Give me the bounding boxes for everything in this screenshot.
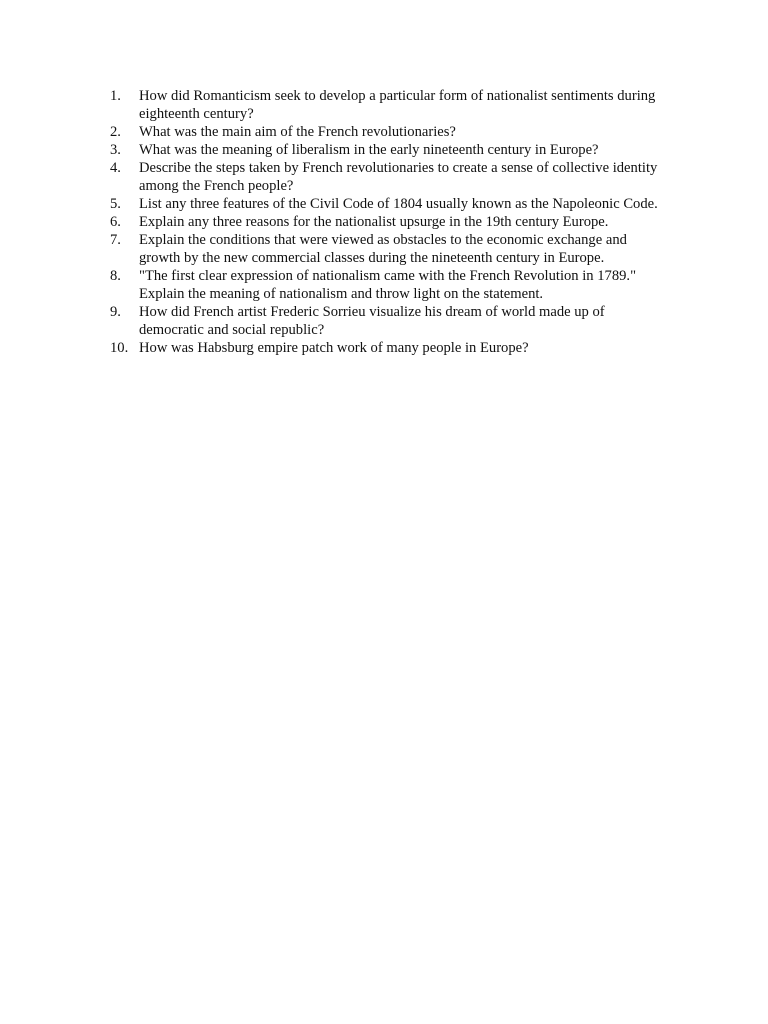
question-text: "The first clear expression of nationalism came with the French Revolution in 1789." Explain the meaning of nationalism and throw light on the statement.: [139, 268, 637, 302]
question-text: How did Romanticism seek to develop a particular form of nationalist sentiments during eighteenth century?: [139, 88, 656, 122]
question-text: List any three features of the Civil Code of 1804 usually known as the Napoleonic Code.: [139, 196, 658, 212]
question-text: Describe the steps taken by French revolutionaries to create a sense of collective identity among the French people?: [139, 160, 658, 194]
question-item-5: [110, 195, 670, 213]
question-number: 8.: [110, 268, 121, 284]
question-number: 6.: [110, 214, 121, 230]
question-number: 1.: [110, 88, 121, 104]
question-text: How did French artist Frederic Sorrieu visualize his dream of world made up of democratic and social republic?: [139, 304, 605, 338]
question-text: Explain any three reasons for the nationalist upsurge in the 19th century Europe.: [139, 214, 609, 230]
question-item-6: [110, 213, 670, 231]
question-text: What was the main aim of the French revolutionaries?: [139, 124, 456, 140]
question-text: What was the meaning of liberalism in the early nineteenth century in Europe?: [139, 142, 599, 158]
question-item-4: [110, 159, 670, 195]
question-item-2: [110, 123, 670, 141]
question-number: 3.: [110, 142, 121, 158]
question-item-1: [110, 87, 670, 123]
question-list: [110, 87, 670, 357]
question-item-10: [110, 339, 670, 357]
question-number: 10.: [110, 340, 129, 356]
question-number: 5.: [110, 196, 121, 212]
question-item-8: [110, 267, 670, 303]
question-number: 7.: [110, 232, 121, 248]
question-item-7: [110, 231, 670, 267]
question-number: 9.: [110, 304, 121, 320]
question-item-3: [110, 141, 670, 159]
question-number: 4.: [110, 160, 121, 176]
question-number: 2.: [110, 124, 121, 140]
question-text: How was Habsburg empire patch work of many people in Europe?: [139, 340, 529, 356]
question-text: Explain the conditions that were viewed as obstacles to the economic exchange and growth by the new commercial classes during the nineteenth century in Europe.: [139, 232, 627, 266]
question-item-9: [110, 303, 670, 339]
